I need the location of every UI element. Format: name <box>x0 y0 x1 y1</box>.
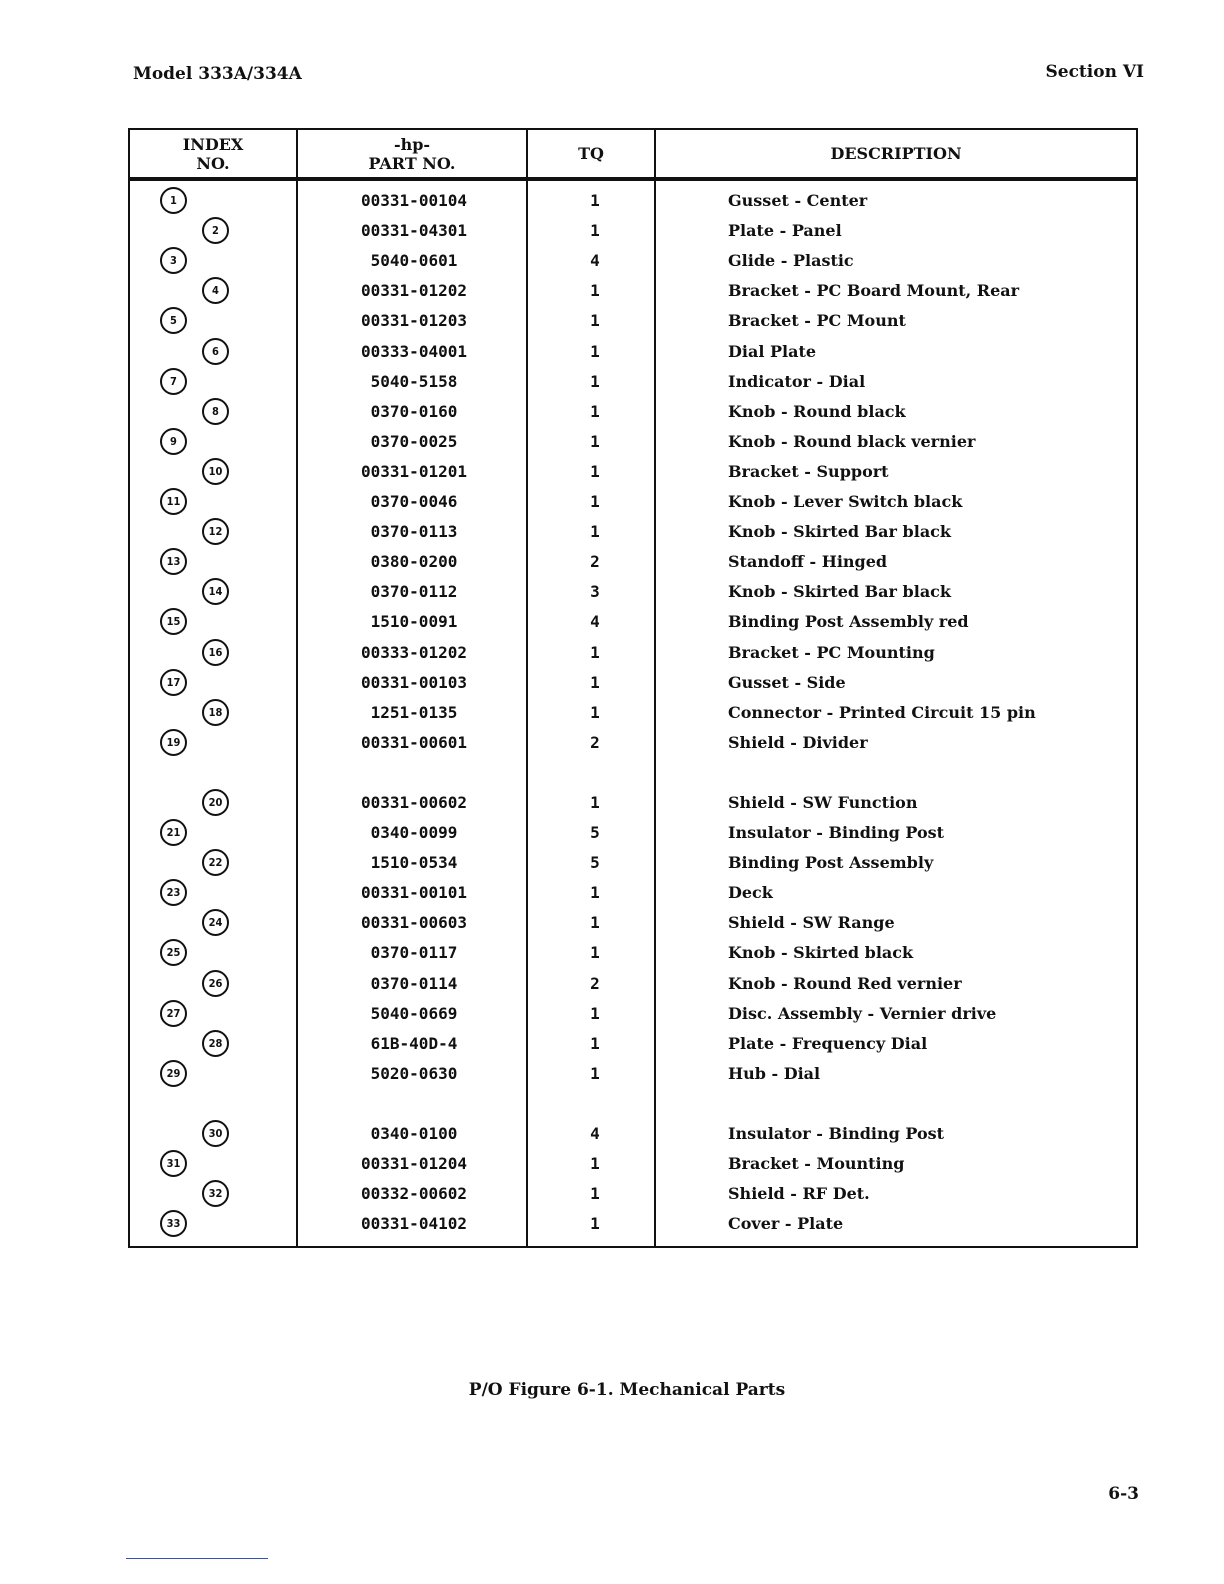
tq-cell: 2 <box>590 973 600 993</box>
description-cell: Plate - Frequency Dial <box>728 1033 928 1053</box>
part-number-cell: 00331-00601 <box>361 732 467 752</box>
index-number-badge: 18 <box>202 699 229 726</box>
part-number-cell: 00331-00602 <box>361 792 467 812</box>
table-row <box>130 457 1136 487</box>
part-number-cell: 0370-0160 <box>370 401 458 421</box>
table-row <box>130 938 1136 968</box>
index-number-badge: 3 <box>160 247 187 274</box>
index-number-badge: 9 <box>160 428 187 455</box>
tq-cell: 1 <box>590 311 600 331</box>
index-number-badge: 24 <box>202 909 229 936</box>
document-section-header: Section VI <box>1045 62 1144 82</box>
description-cell: Plate - Panel <box>728 221 842 241</box>
table-row <box>130 878 1136 908</box>
part-number-cell: 0340-0100 <box>370 1123 458 1143</box>
part-number-cell: 00331-04301 <box>361 221 467 241</box>
tq-cell: 1 <box>590 672 600 692</box>
part-number-cell: 00331-01204 <box>361 1154 467 1173</box>
table-header <box>130 130 1136 181</box>
part-number-cell: 0380-0200 <box>370 552 458 572</box>
index-number-badge: 8 <box>202 398 229 425</box>
table-row <box>130 246 1136 276</box>
part-number-cell: 00331-01202 <box>361 281 467 301</box>
page-number: 6-3 <box>1108 1484 1139 1504</box>
table-row <box>130 818 1136 848</box>
table-row <box>130 1149 1136 1179</box>
tq-cell: 4 <box>590 251 600 271</box>
tq-cell: 1 <box>590 913 600 933</box>
index-number-badge: 31 <box>160 1150 187 1177</box>
index-number-badge: 33 <box>160 1210 187 1237</box>
table-row <box>130 487 1136 517</box>
tq-cell: 4 <box>590 1123 600 1143</box>
description-cell: Knob - Round Red vernier <box>728 973 962 993</box>
index-number-badge: 28 <box>202 1030 229 1057</box>
tq-cell: 2 <box>590 732 600 752</box>
tq-cell: 1 <box>590 1214 600 1234</box>
index-number-badge: 29 <box>160 1060 187 1087</box>
tq-cell: 2 <box>590 552 600 572</box>
index-number-badge: 10 <box>202 458 229 485</box>
index-number-badge: 7 <box>160 368 187 395</box>
description-cell: Knob - Round black vernier <box>728 431 976 451</box>
index-number-badge: 21 <box>160 819 187 846</box>
part-number-cell: 00331-04102 <box>361 1214 467 1234</box>
table-row <box>130 908 1136 938</box>
header-description <box>656 130 1136 177</box>
tq-cell: 1 <box>590 1063 600 1083</box>
table-row <box>130 1029 1136 1059</box>
part-number-cell: 1510-0091 <box>370 612 458 632</box>
description-cell: Standoff - Hinged <box>728 552 888 572</box>
table-row <box>130 848 1136 878</box>
footer-rule <box>126 1558 268 1559</box>
index-number-badge: 15 <box>160 608 187 635</box>
tq-cell: 1 <box>590 702 600 722</box>
tq-cell: 3 <box>590 582 600 602</box>
index-number-badge: 5 <box>160 307 187 334</box>
part-number-cell: 00331-00101 <box>361 883 467 903</box>
table-row <box>130 999 1136 1029</box>
table-row <box>130 276 1136 306</box>
header-index-line2: NO. <box>196 153 230 173</box>
index-number-badge: 13 <box>160 548 187 575</box>
tq-cell: 1 <box>590 492 600 511</box>
description-cell: Shield - SW Range <box>728 913 895 933</box>
description-cell: Bracket - PC Board Mount, Rear <box>728 281 1020 301</box>
index-number-badge: 30 <box>202 1120 229 1147</box>
description-cell: Binding Post Assembly <box>728 853 934 873</box>
table-row <box>130 337 1136 367</box>
tq-cell: 1 <box>590 1184 600 1204</box>
tq-cell: 1 <box>590 1154 600 1173</box>
part-number-cell: 00331-00104 <box>361 191 467 210</box>
description-cell: Gusset - Center <box>728 191 868 210</box>
description-cell: Shield - Divider <box>728 732 868 752</box>
table-row <box>130 607 1136 637</box>
tq-cell: 1 <box>590 1033 600 1053</box>
part-number-cell: 1251-0135 <box>370 702 458 722</box>
part-number-cell: 0370-0025 <box>370 431 458 451</box>
tq-cell: 1 <box>590 461 600 481</box>
table-row <box>130 547 1136 577</box>
part-number-cell: 1510-0534 <box>370 853 458 873</box>
description-cell: Insulator - Binding Post <box>728 823 945 842</box>
description-cell: Hub - Dial <box>728 1063 821 1083</box>
description-cell: Disc. Assembly - Vernier drive <box>728 1003 997 1023</box>
part-number-cell: 00331-01201 <box>361 461 467 481</box>
table-row <box>130 1059 1136 1089</box>
description-cell: Bracket - PC Mount <box>728 311 906 331</box>
part-number-cell: 5040-0669 <box>370 1003 458 1023</box>
part-number-cell: 0370-0113 <box>370 522 458 542</box>
table-row <box>130 728 1136 758</box>
description-cell: Indicator - Dial <box>728 371 866 391</box>
description-cell: Insulator - Binding Post <box>728 1123 945 1143</box>
index-number-badge: 32 <box>202 1180 229 1207</box>
part-number-cell: 0370-0112 <box>370 582 458 602</box>
description-cell: Knob - Round black <box>728 401 906 421</box>
index-number-badge: 6 <box>202 338 229 365</box>
description-cell: Glide - Plastic <box>728 251 854 271</box>
table-row <box>130 517 1136 547</box>
description-cell: Deck <box>728 883 773 903</box>
index-number-badge: 11 <box>160 488 187 515</box>
description-cell: Connector - Printed Circuit 15 pin <box>728 702 1036 722</box>
index-number-badge: 14 <box>202 578 229 605</box>
header-description-label: DESCRIPTION <box>830 144 962 163</box>
part-number-cell: 0340-0099 <box>370 823 458 842</box>
description-cell: Bracket - Mounting <box>728 1154 905 1173</box>
tq-cell: 1 <box>590 341 600 361</box>
parts-table <box>128 128 1138 1248</box>
table-row <box>130 668 1136 698</box>
table-row <box>130 427 1136 457</box>
header-index-line1: INDEX <box>182 134 244 154</box>
description-cell: Binding Post Assembly red <box>728 612 969 632</box>
header-part-line2: PART NO. <box>368 153 456 173</box>
document-model-header: Model 333A/334A <box>133 64 302 84</box>
part-number-cell: 00333-04001 <box>361 341 467 361</box>
table-row <box>130 638 1136 668</box>
tq-cell: 1 <box>590 943 600 963</box>
tq-cell: 1 <box>590 431 600 451</box>
index-number-badge: 23 <box>160 879 187 906</box>
tq-cell: 5 <box>590 823 600 842</box>
tq-cell: 1 <box>590 191 600 210</box>
description-cell: Knob - Skirted black <box>728 943 914 963</box>
part-number-cell: 61B-40D-4 <box>370 1033 458 1053</box>
tq-cell: 1 <box>590 883 600 903</box>
description-cell: Bracket - PC Mounting <box>728 642 935 662</box>
index-number-badge: 16 <box>202 639 229 666</box>
part-number-cell: 00331-01203 <box>361 311 467 331</box>
index-number-badge: 12 <box>202 518 229 545</box>
index-number-badge: 26 <box>202 970 229 997</box>
part-number-cell: 5040-0601 <box>370 251 458 271</box>
tq-cell: 1 <box>590 281 600 301</box>
index-number-badge: 17 <box>160 669 187 696</box>
description-cell: Gusset - Side <box>728 672 846 692</box>
description-cell: Knob - Skirted Bar black <box>728 522 952 542</box>
table-row <box>130 698 1136 728</box>
header-part-no <box>298 130 526 177</box>
tq-cell: 1 <box>590 642 600 662</box>
description-cell: Shield - SW Function <box>728 792 918 812</box>
table-row <box>130 1119 1136 1149</box>
description-cell: Knob - Lever Switch black <box>728 492 963 511</box>
table-row <box>130 577 1136 607</box>
part-number-cell: 00332-00602 <box>361 1184 467 1204</box>
description-cell: Cover - Plate <box>728 1214 844 1234</box>
table-row <box>130 216 1136 246</box>
table-row <box>130 367 1136 397</box>
index-number-badge: 22 <box>202 849 229 876</box>
figure-caption: P/O Figure 6-1. Mechanical Parts <box>468 1380 786 1400</box>
description-cell: Shield - RF Det. <box>728 1184 870 1204</box>
part-number-cell: 0370-0046 <box>370 492 458 511</box>
index-number-badge: 2 <box>202 217 229 244</box>
tq-cell: 1 <box>590 522 600 542</box>
header-tq-label: TQ <box>578 144 604 163</box>
tq-cell: 1 <box>590 1003 600 1023</box>
part-number-cell: 00333-01202 <box>361 642 467 662</box>
part-number-cell: 0370-0114 <box>370 973 458 993</box>
table-row <box>130 1179 1136 1209</box>
header-part-line1: -hp- <box>393 134 431 154</box>
description-cell: Bracket - Support <box>728 461 889 481</box>
index-number-badge: 20 <box>202 789 229 816</box>
table-row <box>130 1209 1136 1239</box>
part-number-cell: 00331-00103 <box>361 672 467 692</box>
index-number-badge: 1 <box>160 187 187 214</box>
description-cell: Dial Plate <box>728 341 817 361</box>
table-row <box>130 186 1136 216</box>
index-number-badge: 25 <box>160 939 187 966</box>
table-row <box>130 969 1136 999</box>
tq-cell: 1 <box>590 221 600 241</box>
index-number-badge: 19 <box>160 729 187 756</box>
header-tq <box>528 130 654 177</box>
index-number-badge: 4 <box>202 277 229 304</box>
part-number-cell: 0370-0117 <box>370 943 458 963</box>
part-number-cell: 5040-5158 <box>370 371 458 391</box>
description-cell: Knob - Skirted Bar black <box>728 582 952 602</box>
tq-cell: 1 <box>590 401 600 421</box>
index-number-badge: 27 <box>160 1000 187 1027</box>
tq-cell: 1 <box>590 792 600 812</box>
table-row <box>130 397 1136 427</box>
header-index <box>130 130 296 177</box>
table-row <box>130 788 1136 818</box>
tq-cell: 5 <box>590 853 600 873</box>
part-number-cell: 00331-00603 <box>361 913 467 933</box>
table-row <box>130 306 1136 336</box>
part-number-cell: 5020-0630 <box>370 1063 458 1083</box>
tq-cell: 4 <box>590 612 600 632</box>
tq-cell: 1 <box>590 371 600 391</box>
